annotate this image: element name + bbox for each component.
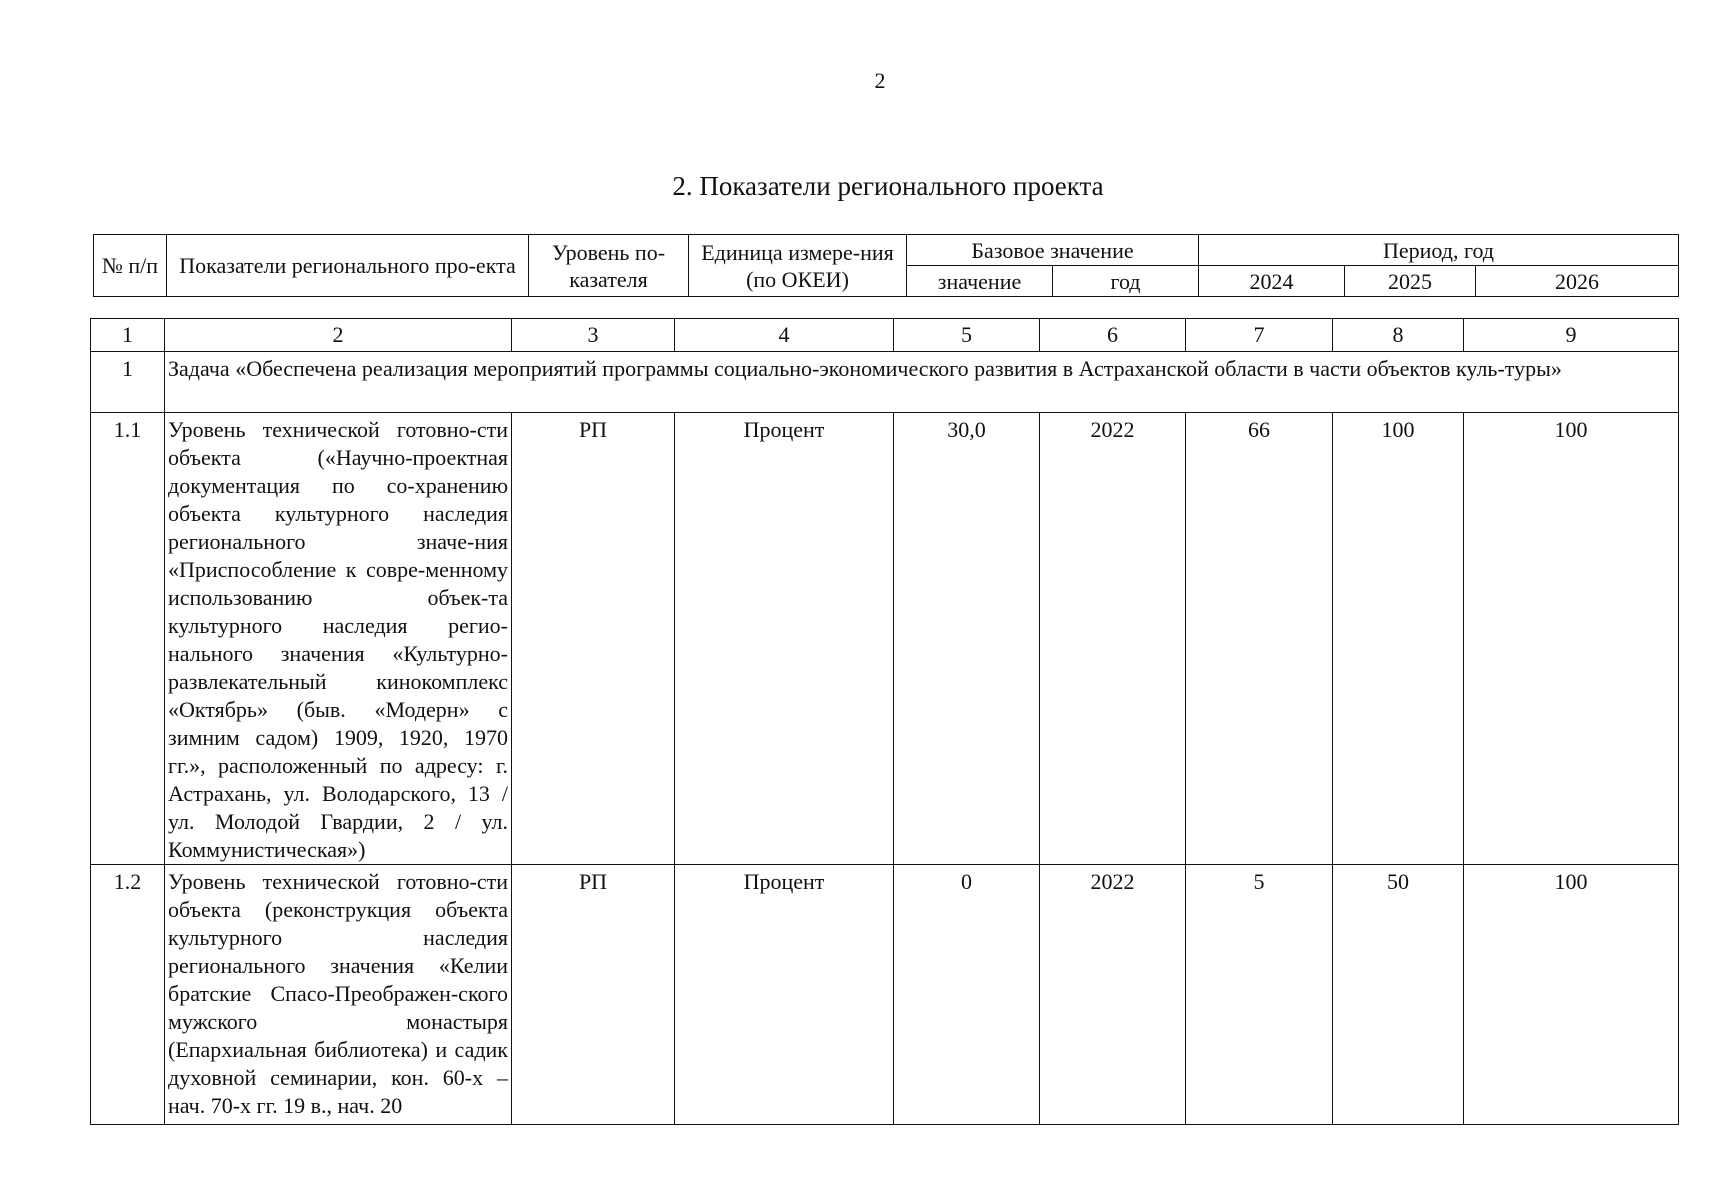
indicators-table: [90, 318, 1679, 1125]
header-year-2024: 2024: [1199, 266, 1345, 297]
header-col-num: № п/п: [94, 235, 167, 297]
value-2025: 100: [1333, 413, 1464, 865]
indicator-level: РП: [512, 865, 675, 1125]
column-number: 2: [165, 319, 512, 352]
indicator-level: РП: [512, 413, 675, 865]
base-year: 2022: [1040, 413, 1186, 865]
value-2026: 100: [1464, 865, 1679, 1125]
task-text: Задача «Обеспечена реализация мероприятий программы социально-экономического развития в Астраханской области в части объектов куль-туры»: [165, 352, 1679, 413]
base-year: 2022: [1040, 865, 1186, 1125]
value-2026: 100: [1464, 413, 1679, 865]
header-period-group: Период, год: [1199, 235, 1679, 266]
unit-of-measure: Процент: [675, 865, 894, 1125]
column-number: 1: [91, 319, 165, 352]
header-base-group: Базовое значение: [907, 235, 1199, 266]
header-table: [93, 234, 1679, 297]
column-number: 3: [512, 319, 675, 352]
value-2024: 66: [1186, 413, 1333, 865]
header-base-value: значение: [907, 266, 1053, 297]
column-number-row: [91, 319, 1679, 352]
indicator-text: Уровень технической готовно-сти объекта (реконструкция объекта культурного наследия регионального значения «Келии братские Спасо-Преображен-ского мужского монастыря (Епархиальная библиотека) и садик духовной семинарии, кон. 60-х – нач. 70-х гг. 19 в., нач. 20: [165, 865, 512, 1125]
header-col-indicator: Показатели регионального про-екта: [167, 235, 529, 297]
header-base-year: год: [1053, 266, 1199, 297]
column-number: 8: [1333, 319, 1464, 352]
header-col-level: Уровень по-казателя: [529, 235, 689, 297]
row-number: 1.2: [91, 865, 165, 1125]
table-row: [91, 865, 1679, 1125]
value-2025: 50: [1333, 865, 1464, 1125]
task-number: 1: [91, 352, 165, 413]
section-title: 2. Показатели регионального проекта: [672, 171, 1104, 201]
column-number: 9: [1464, 319, 1679, 352]
column-number: 5: [894, 319, 1040, 352]
indicator-text: Уровень технической готовно-сти объекта («Научно-проектная документация по со-хранению объекта культурного наследия регионального значе-ния «Приспособление к совре-менному использованию объек-та культурного наследия регио-нального значения «Культурно-развлекательный кинокомплекс «Октябрь» (быв. «Модерн» с зимним садом) 1909, 1920, 1970 гг.», расположенный по адресу: г. Астрахань, ул. Володарского, 13 / ул. Молодой Гвардии, 2 / ул. Коммунистическая»): [165, 413, 512, 865]
row-number: 1.1: [91, 413, 165, 865]
base-value: 30,0: [894, 413, 1040, 865]
column-number: 6: [1040, 319, 1186, 352]
column-number: 7: [1186, 319, 1333, 352]
header-year-2025: 2025: [1345, 266, 1476, 297]
column-number: 4: [675, 319, 894, 352]
table-row: [91, 413, 1679, 865]
page-number: 2: [874, 68, 886, 93]
value-2024: 5: [1186, 865, 1333, 1125]
task-row: [91, 352, 1679, 413]
header-col-unit: Единица измере-ния (по ОКЕИ): [689, 235, 907, 297]
header-year-2026: 2026: [1476, 266, 1679, 297]
unit-of-measure: Процент: [675, 413, 894, 865]
base-value: 0: [894, 865, 1040, 1125]
